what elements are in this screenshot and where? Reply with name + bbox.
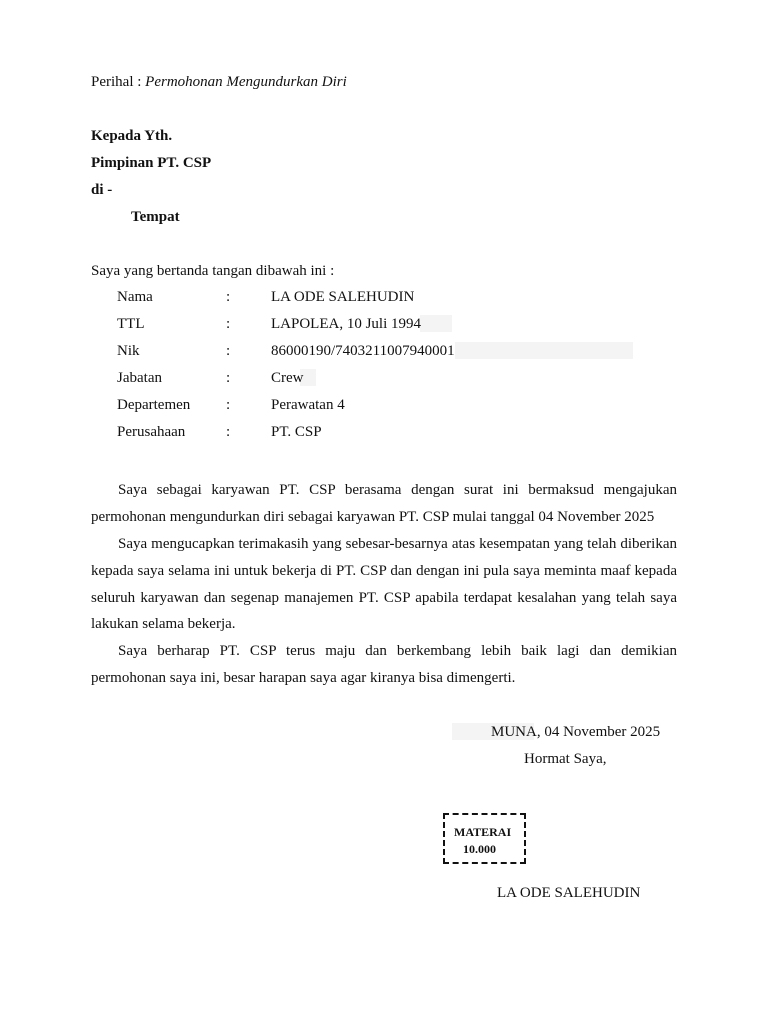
closing-greeting: Hormat Saya, (524, 751, 607, 767)
field-label-ttl: TTL (117, 316, 145, 332)
field-value-nik: 86000190/7403211007940001 (271, 343, 455, 359)
recipient-line-2: Pimpinan PT. CSP (91, 155, 212, 171)
paragraph-text: Saya berharap PT. CSP terus maju dan berkembang lebih baik lagi dan demikian permohonan saya ini, besar harapan saya agar kiranya bisa dimengerti. (91, 643, 677, 686)
field-label-nik: Nik (117, 343, 140, 359)
field-colon: : (226, 343, 231, 359)
subject-label: Perihal : (91, 74, 142, 90)
highlight-mark (455, 342, 633, 359)
field-value-departemen: Perawatan 4 (271, 397, 345, 413)
field-value-perusahaan: PT. CSP (271, 424, 322, 440)
field-value-nama: LA ODE SALEHUDIN (271, 289, 415, 305)
paragraph-text: Saya sebagai karyawan PT. CSP berasama dengan surat ini bermaksud mengajukan permohonan mengundurkan diri sebagai karyawan PT. CSP mulai tanggal 04 November 2025 (91, 482, 677, 525)
closing-date: , 04 November 2025 (536, 724, 661, 740)
subject-value: Permohonan Mengundurkan Diri (145, 74, 347, 90)
field-colon: : (226, 397, 231, 413)
highlight-mark (420, 315, 452, 332)
subject-line (91, 73, 347, 91)
recipient-line-4: Tempat (131, 209, 180, 225)
stamp-line-2: 10.000 (463, 842, 496, 856)
field-label-nama: Nama (117, 289, 153, 305)
paragraph-text: Saya mengucapkan terimakasih yang sebesar-besarnya atas kesempatan yang telah diberikan kepada saya selama ini untuk bekerja di PT. CSP dan dengan ini pula saya meminta maaf kepada seluruh karyawan dan segenap manajemen PT. CSP apabila terdapat kesalahan yang telah saya lakukan selama bekerja. (91, 536, 677, 633)
stamp-line-1: MATERAI (454, 825, 512, 839)
intro-text: Saya yang bertanda tangan dibawah ini : (91, 263, 335, 279)
field-label-departemen: Departemen (117, 397, 191, 413)
recipient-line-1: Kepada Yth. (91, 128, 173, 144)
body-paragraph-3 (91, 638, 677, 692)
field-colon: : (226, 370, 231, 386)
body-paragraph-2 (91, 531, 677, 638)
field-colon: : (226, 289, 231, 305)
field-label-jabatan: Jabatan (117, 370, 162, 386)
field-label-perusahaan: Perusahaan (117, 424, 186, 440)
closing-place: MUNA (491, 724, 537, 740)
body-paragraph-1 (91, 477, 677, 531)
recipient-line-3: di - (91, 182, 113, 198)
field-value-jabatan: Crew (271, 370, 304, 386)
materai-stamp-box (443, 813, 526, 864)
field-colon: : (226, 316, 231, 332)
closing-place-date (491, 723, 660, 741)
field-value-ttl: LAPOLEA, 10 Juli 1994 (271, 316, 421, 332)
signer-name: LA ODE SALEHUDIN (497, 885, 641, 901)
field-colon: : (226, 424, 231, 440)
